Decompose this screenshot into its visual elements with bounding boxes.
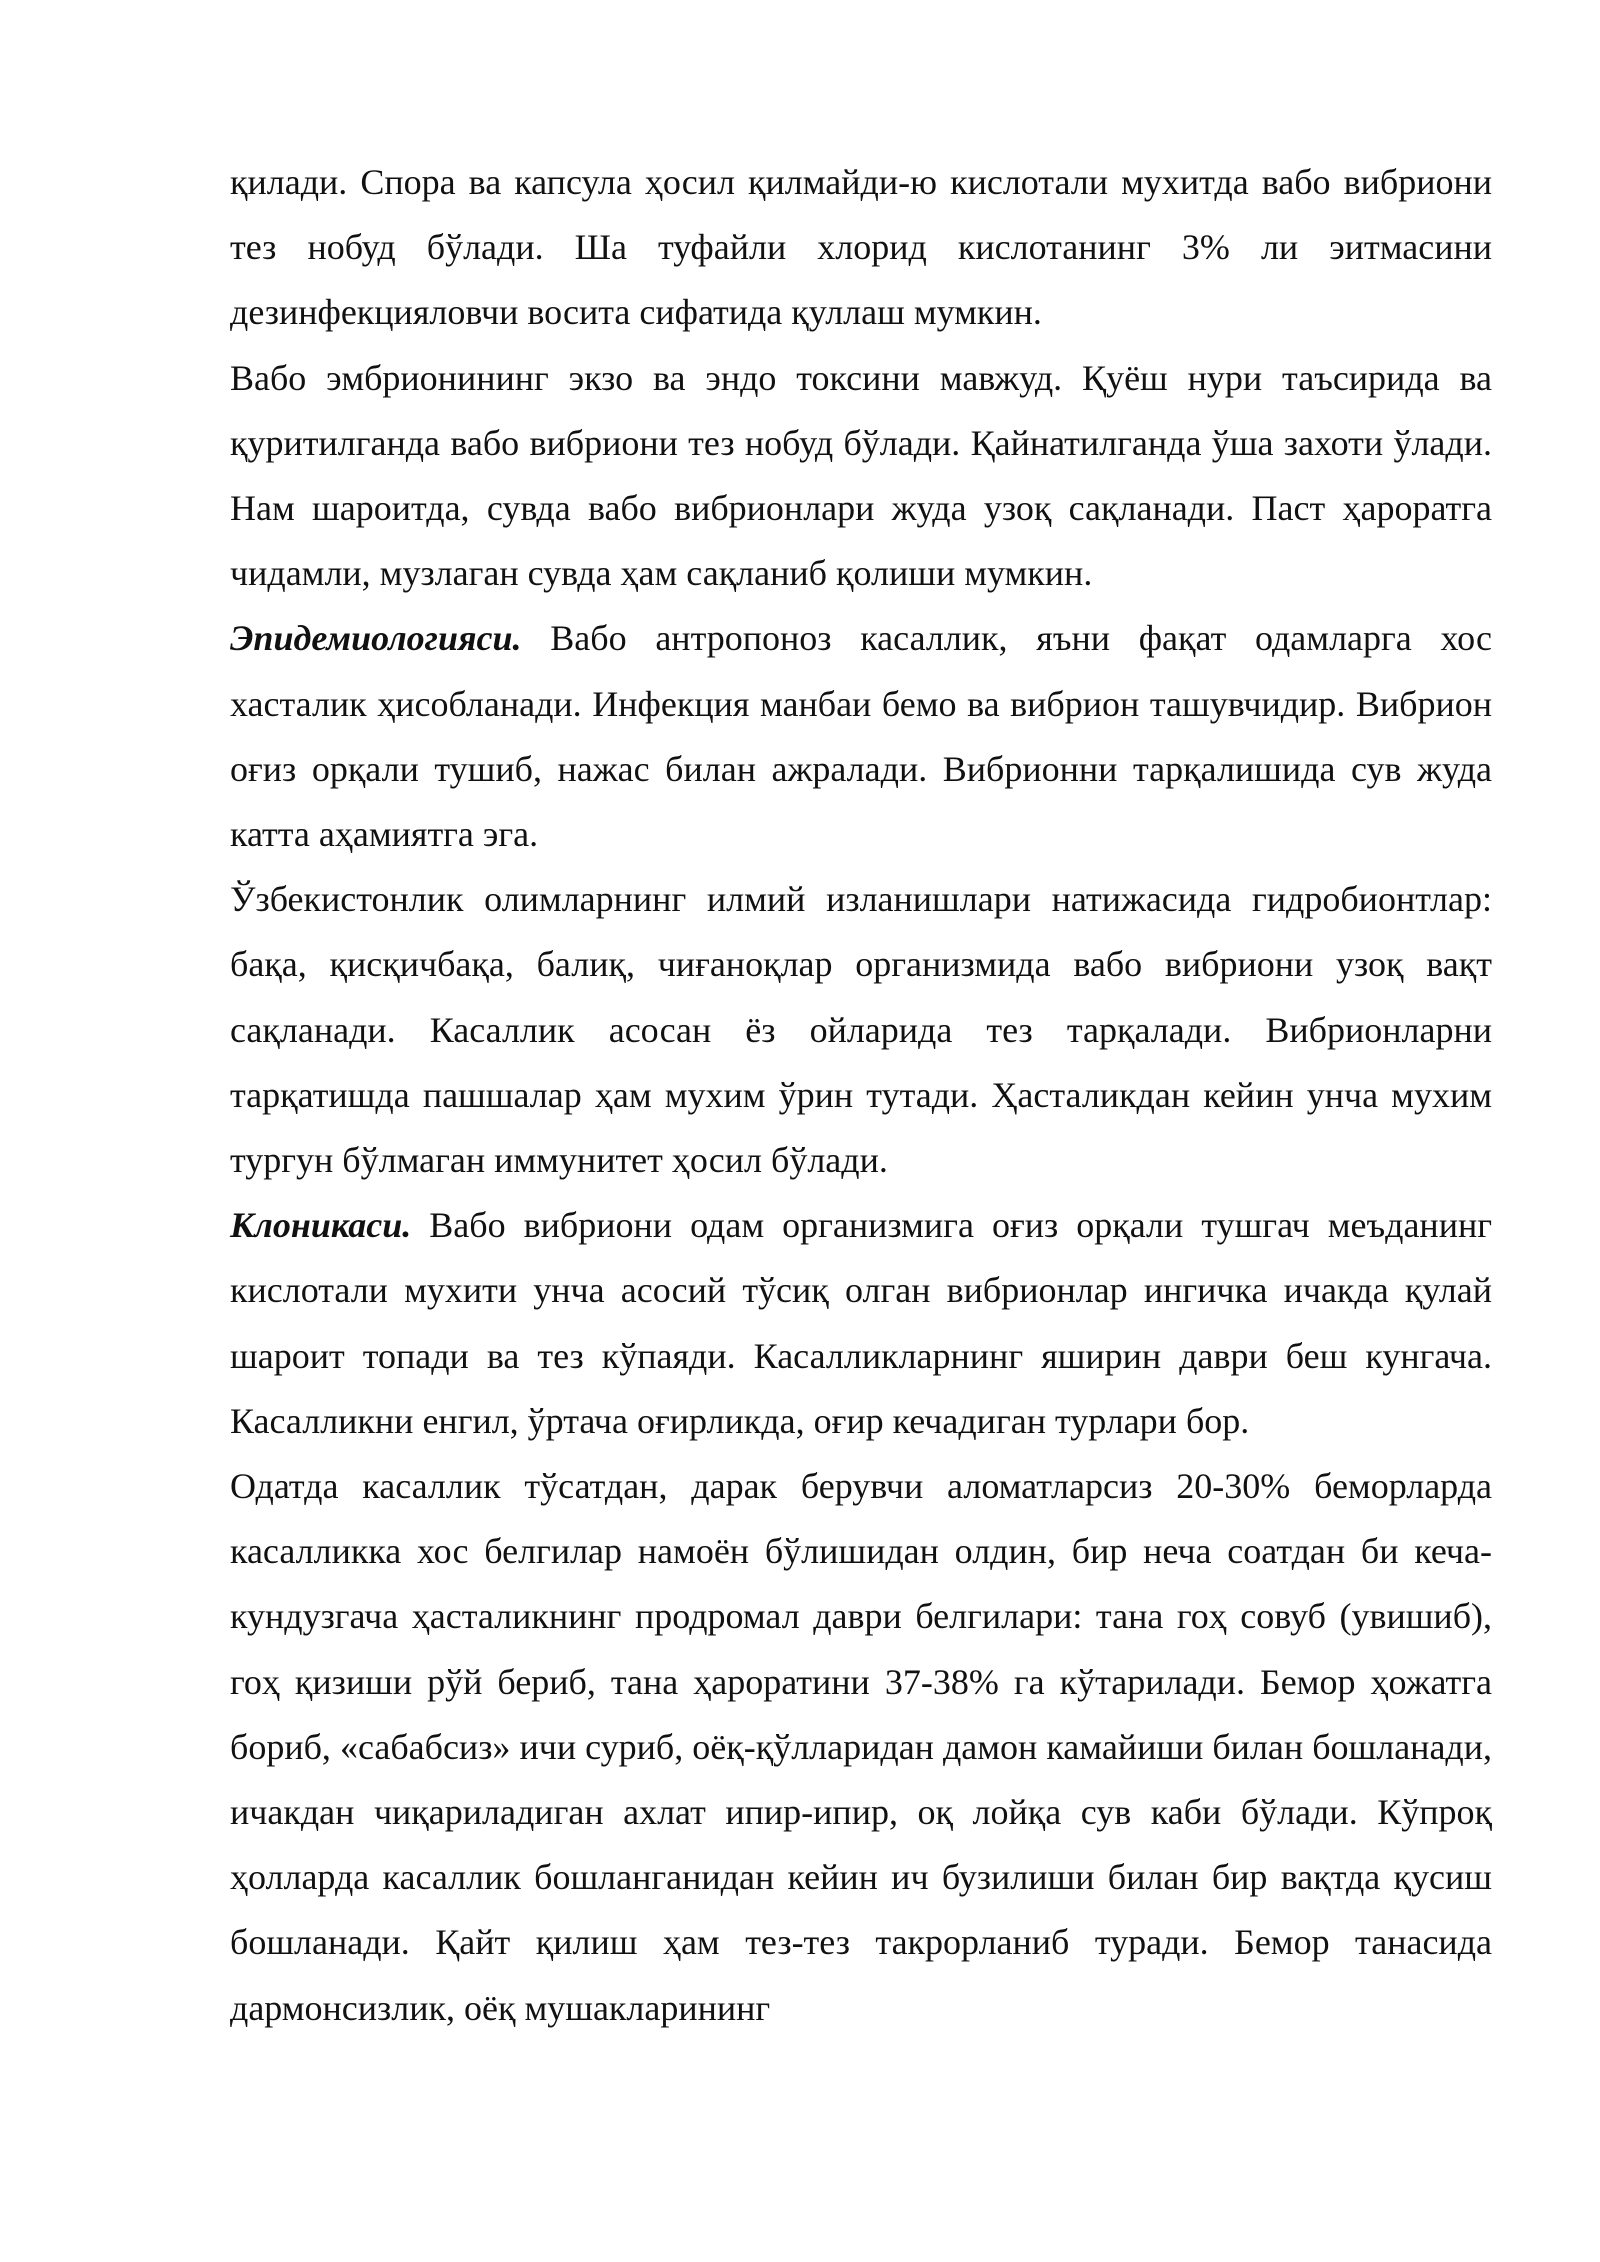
paragraph-text: Ўзбекистонлик олимларнинг илмий изланишлари натижасида гидробионтлар: бақа, қисқичбақа, балиқ, чиғаноқлар организмида вабо вибриони узоқ вақт сақланади. Касаллик асосан ёз ойларида тез тарқалади. Вибрионларни тарқатишда пашшалар ҳам мухим ўрин тутади. Ҳасталикдан кейин унча мухим тургун бўлмаган иммунитет ҳосил бўлади. <box>230 879 1492 1181</box>
paragraph-text: Вабо вибриони одам организмига оғиз орқали тушгач меъданинг кислотали мухити унча асосий тўсиқ олган вибрионлар ингичка ичакда қулай шароит топади ва тез кўпаяди. Касалликларнинг яширин даври беш кунгача. Касалликни енгил, ўртача оғирликда, оғир кечадиган турлари бор. <box>230 1205 1492 1441</box>
paragraph-text: қилади. Спора ва капсула ҳосил қилмайди-ю кислотали мухитда вабо вибриони тез нобуд бўлади. Ша туфайли хлорид кислотанинг 3% ли эитмасини дезинфекцияловчи восита сифатида қуллаш мумкин. <box>230 162 1492 333</box>
paragraph-5 <box>230 1193 1492 1454</box>
paragraph-4 <box>230 867 1492 1193</box>
paragraph-6 <box>230 1454 1492 2041</box>
body-text <box>230 150 1492 2041</box>
paragraph-3 <box>230 606 1492 867</box>
paragraph-text: Вабо эмбрионининг экзо ва эндо токсини мавжуд. Қуёш нури таъсирида ва қуритилганда вабо вибриони тез нобуд бўлади. Қайнатилганда ўша захоти ўлади. Нам шароитда, сувда вабо вибрионлари жуда узоқ сақланади. Паст ҳароратга чидамли, музлаган сувда ҳам сақланиб қолиши мумкин. <box>230 357 1492 594</box>
paragraph-text: Одатда касаллик тўсатдан, дарак берувчи аломатларсиз 20-30% беморларда касалликка хос белгилар намоён бўлишидан олдин, бир неча соатдан би кеча-кундузгача ҳасталикнинг продромал даври белгилари: тана гоҳ совуб (увишиб), гоҳ қизиши рўй бериб, тана ҳароратини 37-38% га кўтарилади. Бемор ҳожатга бориб, «сабабсиз» ичи суриб, оёқ-қўлларидан дамон камайиши билан бошланади, ичакдан чиқариладиган ахлат ипир-ипир, оқ лойқа сув каби бўлади. Кўпроқ ҳолларда касаллик бошланганидан кейин ич бузилиши билан бир вақтда қусиш бошланади. Қайт қилиш ҳам тез-тез такрорланиб туради. Бемор танасида дармонсизлик, оёқ мушакларининг <box>230 1466 1492 2028</box>
paragraph-text: Вабо антропоноз касаллик, яъни фақат одамларга хос хасталик ҳисобланади. Инфекция манбаи бемо ва вибрион ташувчидир. Вибрион оғиз орқали тушиб, нажас билан ажралади. Вибрионни тарқалишида сув жуда катта аҳамиятга эга. <box>230 618 1492 855</box>
section-heading-epidemiology: Эпидемиологияси. <box>230 618 522 659</box>
paragraph-2 <box>230 346 1492 607</box>
paragraph-1 <box>230 150 1492 346</box>
section-heading-clinic: Клоникаси. <box>230 1205 412 1246</box>
